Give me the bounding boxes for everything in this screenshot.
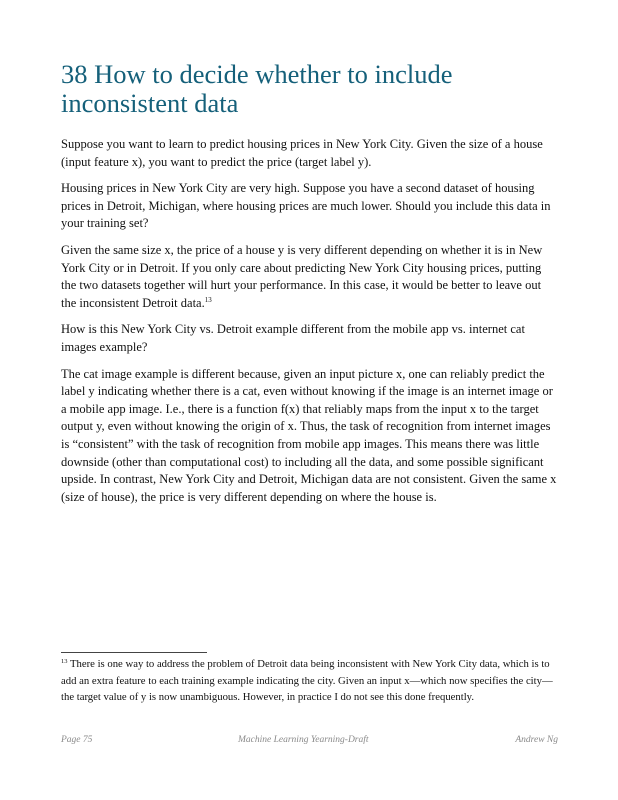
paragraph-cat-example: The cat image example is different because, given an input picture x, one can reliably predict the label y indicating whether there is a cat, even without knowing if the image is an internet image or a mobile app image. I.e., there is a function f(x) that reliably maps from the input x to the target output y, even without knowing the origin of x. Thus, the task of recognition from internet images is “consistent” with the task of recognition from mobile app images. This means there was little downside (other than computational cost) to including all the data, and some possible significant upside. In contrast, New York City and Detroit, Michigan data are not consistent. Given the same x (size of house), the price is very different depending on where the house is. bbox=[61, 366, 557, 504]
body-text bbox=[61, 136, 558, 515]
chapter-title: 38 How to decide whether to include inconsistent data bbox=[61, 59, 453, 118]
footer-book-title: Machine Learning Yearning-Draft bbox=[238, 735, 369, 745]
paragraph-inconsistent bbox=[61, 242, 558, 312]
paragraph-inconsistent-text: Given the same size x, the price of a house y is very different depending on whether it is in New York City or in Detroit. If you only care about predicting New York City housing prices, putting the two datasets together will hurt your performance. In this case, it would be better to leave out the inconsistent Detroit data. bbox=[61, 242, 543, 310]
footnote-text: There is one way to address the problem of Detroit data being inconsistent with New York City data, which is to add an extra feature to each training example indicating the city. Given an input x—which now specifies the city—the target value of y is now unambiguous. However, in practice I do not see this done frequently. bbox=[61, 658, 553, 703]
page-footer bbox=[61, 735, 558, 749]
footnote-reference[interactable]: 13 bbox=[204, 295, 212, 304]
footer-author: Andrew Ng bbox=[515, 735, 558, 745]
footnote-divider bbox=[61, 652, 207, 653]
footnote-number: 13 bbox=[61, 658, 68, 665]
paragraph-datasets: Housing prices in New York City are very high. Suppose you have a second dataset of housing prices in Detroit, Michigan, where housing prices are much lower. Should you include this data in your training set? bbox=[61, 181, 551, 231]
footer-page-number: Page 75 bbox=[61, 735, 93, 745]
footnote bbox=[61, 656, 558, 706]
paragraph-intro: Suppose you want to learn to predict housing prices in New York City. Given the size of a house (input feature x), you want to predict the price (target label y). bbox=[61, 137, 543, 169]
paragraph-question: How is this New York City vs. Detroit example different from the mobile app vs. internet cat images example? bbox=[61, 322, 525, 354]
